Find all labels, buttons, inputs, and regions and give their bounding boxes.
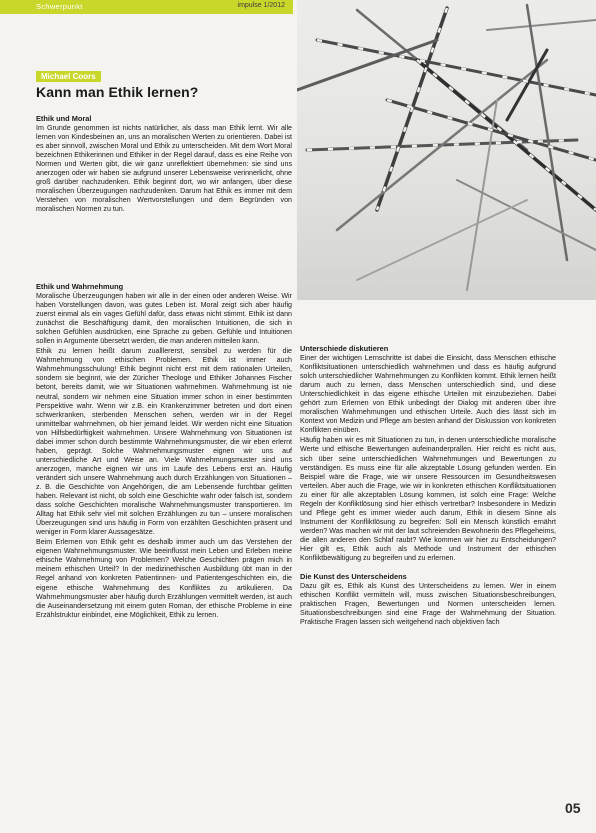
body-paragraph: Häufig haben wir es mit Situationen zu tun, in denen unterschiedliche moralische Werte und ethische Bewertungen aufeinanderprallen. Hier reicht es nicht aus, sich über seine unterschiedlichen Wahrnehmungen und Bewertungen zu verständigen. Es muss eine für alle akzeptable Lösung gefunden werden. Ein Beispiel wäre die Frage, wie wir unsere Ressourcen im Gesundheitswesen verteilen. Aber auch die Frage, wie wir in konkreten ethischen Konfliktsituationen zu einer für alle akzeptablen Lösung kommen, ist solch eine Frage: Welche Regeln der Konfliktlösung sind hier ethisch vertretbar? Insbesondere in Medizin und Pflege geht es immer wieder auch darum, Ethik in diesem Sinne als Instrument der Konfliktlösung zu begreifen: Soll ein Mensch künstlich ernährt werden? Was machen wir mit der laut schreienden Bewohnerin des Pflegeheims, die allen anderen den Schlaf raubt? Wie kommen wir hier zu Entscheidungen? Hier gilt es, Ethik auch als Methode und Instrument der ethischen Konfliktbewältigung zu begreifen und zu erlernen. — [300, 436, 556, 563]
section-heading: Unterschiede diskutieren — [300, 344, 389, 353]
section-header-bar — [0, 0, 293, 14]
body-paragraph: Beim Erlernen von Ethik geht es deshalb immer auch um das Verstehen der eigenen Wahrnehmungsmuster. Wie beeinflusst mein Leben und Erleben meine ethische Wahrnehmung von Problemen? Welche Geschichten prägen mich in meinem ethischen Urteil? In der medizinethischen Ausbildung übt man in der Regel anhand von konkreten Patientinnen- und Patientengeschichten ein, die eigene ethische Wahrnehmung des Konfliktes zu artikulieren. Da Wahrnehmungsmuster aber häufig durch Erzählungen vermittelt werden, ist auch die Auseinandersetzung mit einem guten Roman, der ethische Probleme in eine Erzählstruktur einbindet, eine Möglichkeit, Ethik zu lernen. — [36, 538, 292, 619]
body-paragraph: Ethik zu lernen heißt darum zualllererst, sensibel zu werden für die Wahrnehmung von ethischen Problemen. Ethik ist immer auch Wahrnehmungsschulung! Ethik beginnt nicht erst mit dem rationalen Urteilen, sondern sie beginnt, wie der Züricher Theologe und Ethiker Johannes Fischer betont, bereits damit, wie wir Situationen wahrnehmen. Wahrnehmung ist nie neutral, sondern wir nehmen eine Situation immer schon in einer bestimmten Perspektive wahr. Wenn wir z.B. ein Krankenzimmer betreten und dort einen schwerkranken, sterbenden Menschen sehen, werden wir in der Regel unmittelbar wahrnehmen, ob hier jemand leidet. Wir werden nicht eine Situation von Hilfsbedürftigkeit wahrnehmen. Unsere Wahrnehmung von Situationen ist dabei immer schon durch bestimmte Wahrnehmungsmuster, die wir eben erlernt haben, geprägt. Solche Wahrnehmungsmuster eignen wir uns auf unterschiedliche Art und Weise an. Viele Wahrnehmungsmuster sind uns anerzogen, manche eignen wir uns im Laufe des Lebens erst an. Häufig verändert sich unsere Wahrnehmung auch durch Erzählungen von Situationen – z. B. die Geschichte von Angehörigen, die am Lebensende furchtbar gelitten haben. Relevant ist nicht, ob solch eine Geschichte wahr oder falsch ist, sondern dass solche Geschichten moralische Wahrnehmungsmuster transportieren. Im Alltag hat Ethik sehr viel mit solchen Erzählungen zu tun – unsere moralischen Überzeugungen sind uns häufig in Form von erzählten Geschichten präsent und weniger in Form klarer Aussagesätze. — [36, 347, 292, 537]
body-paragraph: Im Grunde genommen ist nichts natürlicher, als dass man Ethik lernt. Wir alle lernen von Kindesbeinen an, uns an moralischen Werten zu orientieren. Dabei ist es aber sinnvoll, zwischen Moral und Ethik zu unterscheiden. Mit dem Wort Moral bezeichnen Ethikerinnen und Ethiker in der Regel darauf, dass es eine Reihe von Normen und Werten gibt, die wir ganz unreflektiert übernehmen: sie sind uns anerzogen oder wir haben sie aufgrund unserer Lebensweise verinnerlicht, ohne groß darüber nachzudenken. Ethik beginnt dort, wo wir anfangen, über diese moralischen Überzeugungen nachzudenken. Darum hat Ethik es immer mit dem Verstehen von moralischen Wertvorstellungen und dem Begründen von moralischen Normen zu tun. — [36, 124, 292, 214]
body-paragraph: Moralische Überzeugungen haben wir alle in der einen oder anderen Weise. Wir haben Vorstellungen davon, was gutes Leben ist. Moral zeigt sich aber häufig zuerst einmal als ein vages Gefühl dafür, dass etwas nicht stimmt. Ethik ist dann zunächst die Beschäftigung damit, den moralischen Intuitionen, die sich in solchen Gefühlen ausdrücken, eine Sprache zu geben. Gefühle und Intuitionen sollen in Argumente übersetzt werden, die man anderen mitteilen kann. — [36, 292, 292, 346]
issue-label: impulse 1/2012 — [237, 2, 285, 9]
body-paragraph: Einer der wichtigen Lernschritte ist dabei die Einsicht, dass Menschen ethische Konfliktsituationen unterschiedlich wahrnehmen und dass es häufig aufgrund solch unterschiedlicher Wahrnehmungen zu Konflikten kommt. Ethik lernen heißt darum auch zu lernen, dass Menschen unterschiedlich sind, und diese Unterschiedlichkeit in das eigene ethische Urteilen mit einzubeziehen. Dabei gehört zum Erlernen von Ethik unbedingt der Dialog mit anderen über ihre moralischen Wahrnehmungen und ethischen Urteile. Auch dies lässt sich im Kontext von Medizin und Pflege am besten anhand der Diskussion von konkreten Konflikten einüben. — [300, 354, 556, 435]
mikado-sticks-photo — [297, 0, 596, 300]
page-number: 05 — [565, 800, 581, 816]
section-heading: Ethik und Wahrnehmung — [36, 282, 124, 291]
column-right — [300, 302, 556, 627]
section-heading: Ethik und Moral — [36, 114, 92, 123]
body-paragraph: Dazu gilt es, Ethik als Kunst des Unterscheidens zu lernen. Wer in einem ethischen Konflikt vermitteln will, muss zwischen Situationsbeschreibungen, praktischen Fragen, Bewertungen und Normen unterscheiden lernen. Situationsbeschreibungen sind eine Frage der Wahrnehmung der Situation. Praktische Fragen lassen sich weitgehend nach objektiven fach — [300, 582, 556, 627]
mikado-sticks-drawing — [297, 0, 596, 300]
author-kicker: Michael Coors — [36, 71, 101, 82]
section-heading: Die Kunst des Unterscheidens — [300, 572, 407, 582]
article-title: Kann man Ethik lernen? — [36, 84, 199, 100]
column-left-bottom — [36, 282, 292, 620]
column-left-top — [36, 114, 292, 214]
section-label: Schwerpunkt — [36, 2, 83, 11]
